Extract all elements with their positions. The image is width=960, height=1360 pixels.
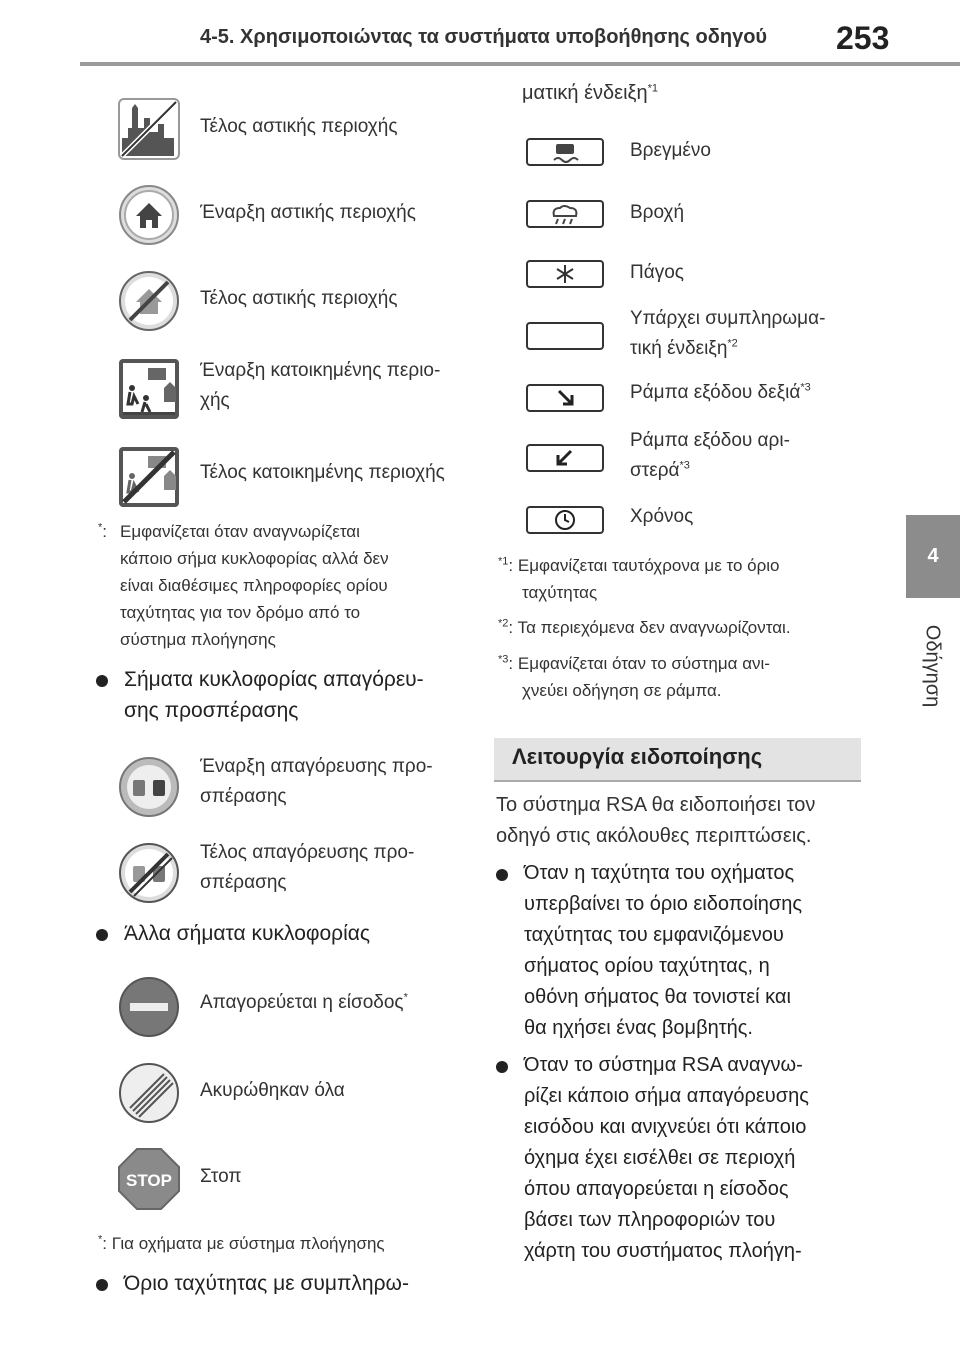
rain-cloud-icon (526, 200, 604, 228)
bullet-item: Όταν η ταχύτητα του οχήματος υπερβαίνει το όριο ειδοποίησης ταχύτητας του εμφανιζόμενου σήματος ορίου ταχύτητας, η οθόνη σήματος θα τονιστεί και θα ηχήσει ένας βομβητής. (496, 858, 904, 1044)
sign-label: Τέλος απαγόρευσης προ- σπέρασης (200, 842, 415, 893)
no-overtaking-sign-icon (118, 756, 180, 818)
chapter-label-text: Οδήγηση (921, 624, 944, 708)
no-entry-sign-icon (118, 976, 180, 1038)
bullet-heading: Όριο ταχύτητας με συμπληρω- (96, 1268, 504, 1299)
wet-road-icon (526, 138, 604, 166)
footnote: *: Για οχήματα με σύστημα πλοήγησης (98, 1233, 385, 1253)
sign-label: Απαγορεύεται η είσοδος* (200, 991, 408, 1013)
svg-text:STOP: STOP (126, 1171, 172, 1190)
sign-label: Ακυρώθηκαν όλα (200, 1080, 345, 1101)
display-label: Πάγος (630, 262, 684, 283)
bullet-heading: Άλλα σήματα κυκλοφορίας (96, 918, 504, 949)
chapter-number: 4 (927, 545, 939, 567)
footnote: $^{*2}$: Τα περιεχόμενα δεν αναγνωρίζονται. (498, 617, 791, 637)
display-label: Βροχή (630, 202, 685, 223)
end-all-restrictions-sign-icon (118, 1062, 180, 1124)
sign-label: Τέλος κατοικημένης περιοχής (200, 462, 445, 483)
sign-label: Έναρξη αστικής περιοχής (200, 202, 416, 223)
section-title: 4-5. Χρησιμοποιώντας τα συστήματα υποβοήθησης οδηγού (200, 26, 768, 48)
display-label: Ράμπα εξόδου δεξιά$^{*3}$ (630, 381, 811, 403)
sign-label: Τέλος αστικής περιοχής (200, 116, 398, 137)
display-label: Βρεγμένο (630, 140, 711, 161)
residential-end-sign-icon (118, 446, 180, 508)
city-end-sign-icon (118, 98, 180, 160)
footnote: $^{*1}$: Εμφανίζεται ταυτόχρονα με το όριο ταχύτητας (498, 555, 780, 602)
stop-sign-icon (118, 1148, 180, 1210)
header-rule (80, 62, 960, 66)
footnote: $^{*3}$: Εμφανίζεται όταν το σύστημα ανι- χνεύει οδήγηση σε ράμπα. (498, 653, 770, 700)
sign-label: Έναρξη κατοικημένης περιο- χής (200, 360, 441, 411)
chapter-label (912, 616, 952, 716)
display-label: Ράμπα εξόδου αρι- στερά$^{*3}$ (630, 430, 790, 481)
footnote: *: Εμφανίζεται όταν αναγνωρίζεται κάποιο σήμα κυκλοφορίας αλλά δεν είναι διαθέσιμες πληροφορίες ορίου ταχύτητας για τον δρόμο από το σύστημα πλοήγησης (98, 521, 389, 649)
intro-paragraph: Το σύστημα RSA θα ειδοποιήσει τον οδηγό στις ακόλουθες περιπτώσεις. (496, 794, 816, 847)
continued-text: ματική ένδειξη$^{*1}$ (522, 82, 659, 104)
sign-label: Στοπ (200, 1166, 242, 1187)
page-number: 253 (836, 20, 890, 56)
arrow-down-left-icon (526, 444, 604, 472)
clock-icon (526, 506, 604, 534)
display-label: Χρόνος (630, 506, 694, 527)
display-label: Υπάρχει συμπληρωμα- τική ένδειξη$^{*2}$ (630, 308, 826, 359)
residential-area-sign-icon (118, 358, 180, 420)
section-heading: Λειτουργία ειδοποίησης (512, 744, 763, 769)
house-sign-icon (118, 184, 180, 246)
end-restriction-sign-icon (118, 270, 180, 332)
snowflake-icon (526, 260, 604, 288)
sign-label: Τέλος αστικής περιοχής (200, 288, 398, 309)
arrow-down-right-icon (526, 384, 604, 412)
bullet-item: Όταν το σύστημα RSA αναγνω- ρίζει κάποιο σήμα απαγόρευσης εισόδου και ανιχνεύει ότι κάποιο όχημα έχει εισέλθει σε περιοχή όπου απαγορεύεται η είσοδος βάσει των πληροφοριών του χάρτη του συστήματος πλοήγη- (496, 1050, 904, 1267)
blank-panel-icon (526, 322, 604, 350)
bullet-heading: Σήματα κυκλοφορίας απαγόρευ- σης προσπέρασης (96, 664, 504, 726)
sign-label: Έναρξη απαγόρευσης προ- σπέρασης (200, 756, 433, 807)
end-no-overtaking-sign-icon (118, 842, 180, 904)
